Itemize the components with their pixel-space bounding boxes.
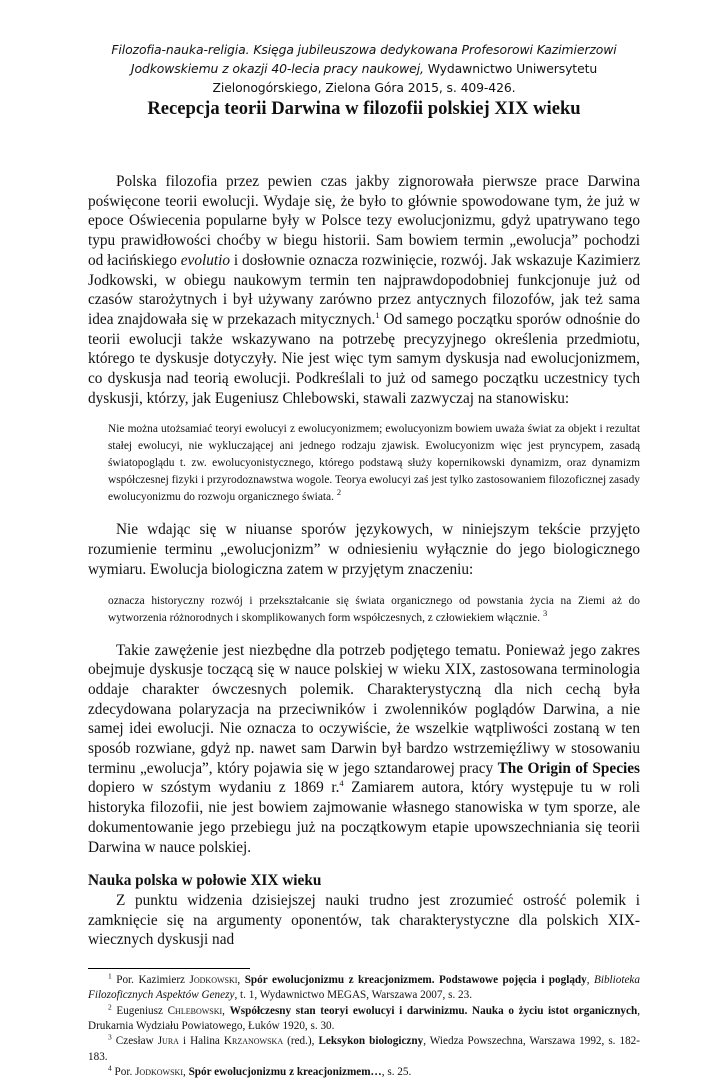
paragraph-2: Nie wdając się w niuanse sporów językowych, w niniejszym tekście przyjęto rozumienie terminu „ewolucjonizm” w odniesieniu wyłącznie do jego biologicznego wymiaru. Ewolucja biologiczna zatem w przyjętym znaczeniu: xyxy=(88,521,640,578)
footnote-ref-4: 4 xyxy=(339,778,344,789)
paragraph-1: Polska filozofia przez pewien czas jakby zignorowała pierwsze prace Darwina poświęcone teorii ewolucji. Wydaje się, że było to głównie spowodowane tym, że już w epoce Oświecenia popularne były w Polsce tezy ewolucjonizmu, gdyż upatrywano tego typu prawidłowości choćby w biegu historii. Sam bowiem termin „ewolucja” pochodzi od łacińskiego evolutio i dosłownie oznacza rozwinięcie, rozwój. Jak wskazuje Kazimierz Jodkowski, w obiegu naukowym termin ten najprawdopodobniej funkcjonuje już od czasów starożytnych i był używany zarówno przez antycznych filozofów, jak też sama idea znajdowała się w przekazach mitycznych.$^1$ Od samego początku sporów odnośnie do teorii ewolucji także wskazywano na potrzebę precyzyjnego określenia przedmiotu, którego te dyskusje dotyczyły. Nie jest więc tym samym dyskusja nad ewolucjonizmem, co dyskusja nad teorią ewolucji. Podkreślali to już od samego początku uczestnicy tych dyskusji, którzy, jak Eugeniusz Chlebowski, stawali zazwyczaj na stanowisku: xyxy=(88,173,641,407)
footnotes xyxy=(88,973,640,1080)
footnote-4: $^4$ Por. Jodkowski, Spór ewolucjonizmu z kreacjonizmem…, s. 25. xyxy=(108,1063,412,1078)
paper-title: Recepcja teorii Darwina w filozofii polskiej XIX wieku xyxy=(147,98,581,119)
footnote-ref-1: 1 xyxy=(375,309,380,320)
footnote-3: $^3$ Czesław Jura i Halina Krzanowska (red.), Leksykon biologiczny, Wiedza Powszechna, Warszawa 1992, s. 182-183. xyxy=(88,1032,640,1063)
document-page xyxy=(88,40,640,1080)
citation-italic: Filozofia-nauka-religia. Księga jubileuszowa dedykowana Profesorowi Kazimierzowi Jodkowskiemu z okazji 40-lecia pracy naukowej, xyxy=(111,42,617,76)
footnote-1: $^1$ Por. Kazimierz Jodkowski, Spór ewolucjonizmu z kreacjonizmem. Podstawowe pojęcia i poglądy, Biblioteka Filozoficznych Aspektów Genezy, t. 1, Wydawnictwo MEGAS, Warszawa 2007, s. 23. xyxy=(88,971,640,1002)
footnote-2: $^2$ Eugeniusz Chlebowski, Współczesny stan teoryi ewolucyi i darwinizmu. Nauka o życiu istot organicznych, Drukarnia Wydziału Powiatowego, Łuków 1920, s. 30. xyxy=(88,1001,640,1032)
evolutio-term: evolutio xyxy=(180,251,231,269)
footnote-ref-2: 2 xyxy=(336,487,342,498)
paragraph-4: Z punktu widzenia dzisiejszej nauki trudno jest zrozumieć ostrość polemik i zamknięcie się na argumenty oponentów, tak charakterystyczne dla polskich XIX-wiecznych dyskusji nad xyxy=(88,891,640,949)
citation-rest: Wydawnictwo Uniwersytetu Zielonogórskiego, Zielona Góra 2015, s. 409-426. xyxy=(212,61,598,95)
book-title: The Origin of Species xyxy=(497,759,640,777)
block-quote-2: oznacza historyczny rozwój i przekształcanie się świata organicznego od powstania życia na Ziemi aż do wytworzenia różnorodnych i skomplikowanych form współczesnych, z człowiekiem włącznie. $^3$ xyxy=(108,594,640,624)
footnote-divider xyxy=(88,968,250,969)
footnote-ref-3: 3 xyxy=(542,607,548,618)
citation-header xyxy=(88,40,640,97)
section-heading: Nauka polska w połowie XIX wieku xyxy=(88,872,322,890)
paragraph-3: Takie zawężenie jest niezbędne dla potrzeb podjętego tematu. Ponieważ jego zakres obejmuje dyskusje toczącą się w nauce polskiej w wieku XIX, zastosowana terminologia oddaje charakter ówczesnych polemik. Charakterystyczną dla nich cechą była zdecydowana polaryzacja na przeciwników i zwolenników poglądów Darwina, a nie samej idei ewolucji. Nie oznacza to oczywiście, że wszelkie wątpliwości zostaną w ten sposób rozwiane, gdyż np. nawet sam Darwin był bardzo wstrzemięźliwy w stosowaniu terminu „ewolucja”, który pojawia się w jego sztandarowej pracy The Origin of Species dopiero w szóstym wydaniu z 1869 r.$^4$ Zamiarem autora, który występuje tu w roli historyka filozofii, nie jest bowiem zajmowanie własnego stanowiska w tym sporze, ale dokumentowanie jego przebiegu już na początkowym etapie upowszechniania się teorii Darwina w nauce polskiej. xyxy=(88,641,640,856)
block-quote-1: Nie można utożsamiać teoryi ewolucyi z ewolucyonizmem; ewolucyonizm bowiem uważa świat za objekt i rezultat stałej ewolucyi, nie wykluczającej ani jednego rodzaju zjawisk. Ewolucyonizm więc jest pryncypem, zasadą światopoglądu t. zw. ewolucyonistycznego, którego podstawą służy kopernikowski dynamizm, oraz dynamizm współczesnej fizyki i przyrodoznawstwa wogole. Teorya ewolucyi zaś jest tylko zastosowaniem filozoficznej zasady ewolucyonizmu do rozwoju organicznego świata. $^2$ xyxy=(108,423,640,504)
